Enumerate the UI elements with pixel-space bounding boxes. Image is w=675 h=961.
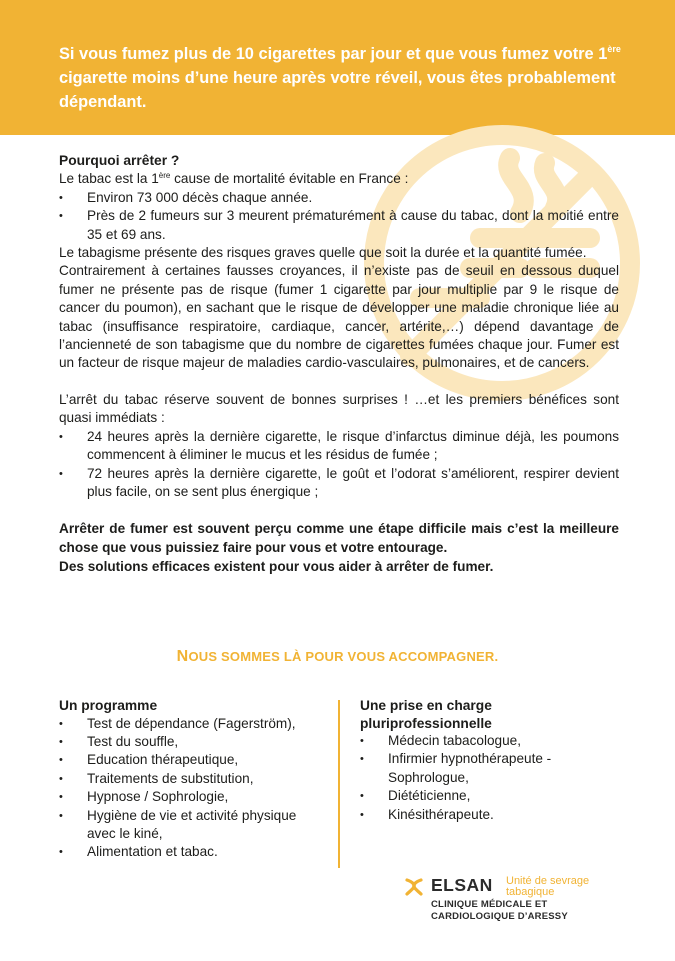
why-intro: Le tabac est la 1ère cause de mortalité évitable en France : [59, 171, 409, 187]
list-item: • Infirmier hypnothérapeute - Sophrologue, [360, 750, 620, 787]
callout-solutions: Des solutions efficaces existent pour vous aider à arrêter de fumer. [59, 559, 494, 575]
care-column [360, 697, 620, 824]
list-item: • Médecin tabacologue, [360, 732, 620, 750]
list-item: • Alimentation et tabac. [59, 843, 321, 861]
list-item: • Près de 2 fumeurs sur 3 meurent prématurément à cause du tabac, dont la moitié entre 35 et 69 ans. [59, 207, 619, 244]
why-heading: Pourquoi arrêter ? [59, 153, 180, 168]
tagline: NOUS SOMMES LÀ POUR VOUS ACCOMPAGNER. [176, 648, 499, 665]
benefits-intro: L’arrêt du tabac réserve souvent de bonnes surprises ! …et les premiers bénéfices sont quasi immédiats : [59, 391, 619, 426]
list-item: • 24 heures après la dernière cigarette, le risque d’infarctus diminue déjà, les poumons commencent à éliminer le mucus et les résidus de fumée ; [59, 428, 619, 465]
list-item: • Test du souffle, [59, 733, 321, 751]
list-item: • Traitements de substitution, [59, 770, 321, 788]
callout-text: Arrêter de fumer est souvent perçu comme une étape difficile mais c’est la meilleure chose que vous puissiez faire pour vous et votre entourage. [59, 521, 619, 556]
elsan-logo [403, 875, 633, 935]
unit-name: Unité de sevrage tabagique [506, 875, 590, 898]
column-divider [338, 700, 340, 868]
program-list [59, 715, 321, 862]
clinic-name: CLINIQUE MÉDICALE ET CARDIOLOGIQUE D’ARESSY [431, 899, 568, 922]
program-column [59, 697, 321, 862]
list-item: • 72 heures après la dernière cigarette, le goût et l’odorat s’améliorent, respirer devient plus facile, on se sent plus énergique ; [59, 465, 619, 502]
main-content [59, 152, 619, 576]
elsan-mark-icon [403, 876, 425, 898]
care-list [360, 732, 620, 824]
list-item: • Hygiène de vie et activité physique avec le kiné, [59, 807, 321, 844]
list-item: • Kinésithérapeute. [360, 806, 620, 824]
list-item: • Test de dépendance (Fagerström), [59, 715, 321, 733]
care-heading: Une prise en charge pluriprofessionnelle [360, 698, 492, 731]
list-item: • Education thérapeutique, [59, 751, 321, 769]
list-item: • Diététicienne, [360, 787, 620, 805]
threshold-paragraph: Contrairement à certaines fausses croyances, il n’existe pas de seuil en dessous duquel fumer ne présente pas de risque (fumer 1 cigarette par jour multiplie par 9 le risque de cancer du poumon), en sachant que le risque de développer une maladie chronique liée au tabac (insuffisance respiratoire, cardiaque, cancer, artérite,…) dépend davantage de l’ancienneté de son tabagisme que du nombre de cigarettes fumées chaque jour. Fumer est un facteur de risque majeur de maladies cardio-vasculaires, pulmonaires, et de cancers. [59, 263, 619, 371]
brand-name: ELSAN [431, 875, 493, 895]
dependency-statement: Si vous fumez plus de 10 cigarettes par jour et que vous fumez votre 1ère cigarette moins d’une heure après votre réveil, vous êtes probablement dépendant. [59, 44, 621, 111]
list-item: • Hypnose / Sophrologie, [59, 788, 321, 806]
benefits-bullet-list [59, 428, 619, 502]
list-item: • Environ 73 000 décès chaque année. [59, 189, 619, 207]
header-banner [0, 0, 675, 135]
risk-paragraph: Le tabagisme présente des risques graves quelle que soit la durée et la quantité fumée. [59, 245, 587, 261]
why-bullet-list [59, 189, 619, 244]
program-heading: Un programme [59, 698, 158, 713]
